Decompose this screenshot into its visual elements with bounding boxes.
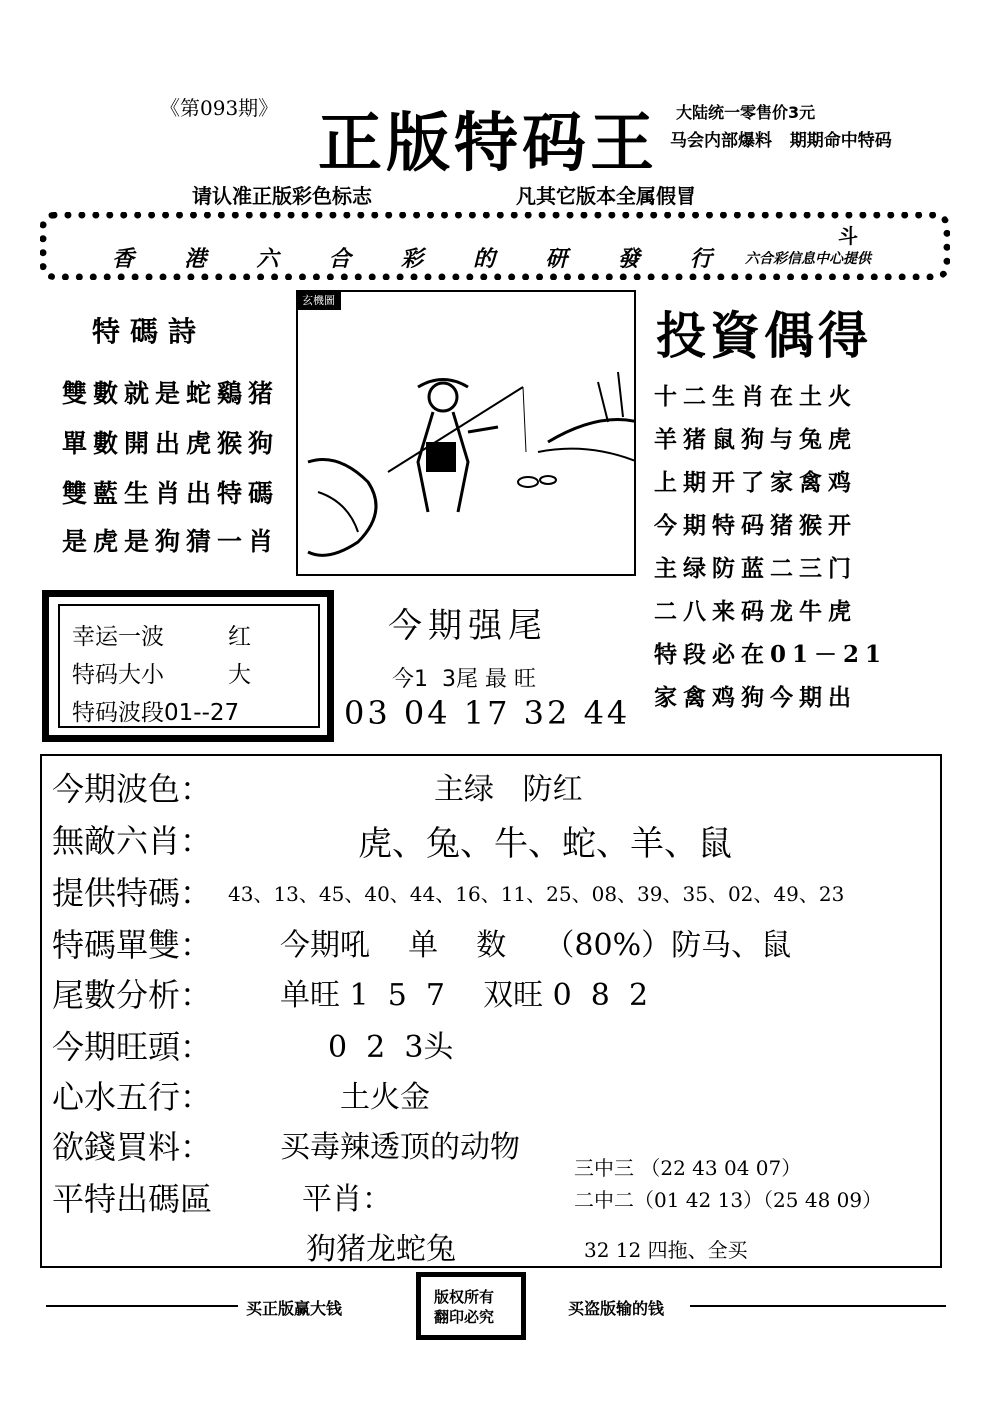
banner-text xyxy=(112,242,712,273)
right-panel-line: 今期特码猪猴开 xyxy=(654,512,857,539)
wave-label: 今期波色： xyxy=(52,770,213,808)
poem-line: 單數開出虎猴狗 xyxy=(62,429,280,458)
poem-line: 雙數就是蛇鷄猪 xyxy=(62,379,280,408)
poem-line: 是虎是狗猜一肖 xyxy=(62,527,280,556)
banner-char: 研 xyxy=(545,246,568,272)
banner-char: 彩 xyxy=(400,246,423,272)
price-line: 大陆统一零售价3元 xyxy=(676,103,816,122)
notice-right: 凡其它版本全属假冒 xyxy=(516,184,696,208)
combo-tip: 32 12 四拖、全买 xyxy=(584,1238,748,1262)
illustration-tag: 玄機圖 xyxy=(296,290,341,310)
poem-title: 特碼詩 xyxy=(92,315,207,348)
right-panel-title: 投資偶得 xyxy=(656,306,872,365)
right-panel-line: 十二生肖在土火 xyxy=(654,383,857,410)
right-panel-line: 特段必在01－21 xyxy=(654,641,888,668)
lucky-wave-label: 幸运一波 xyxy=(72,624,164,650)
footer-rule-left xyxy=(46,1305,238,1307)
banner-char: 六 xyxy=(256,246,279,272)
notice-left: 请认准正版彩色标志 xyxy=(192,184,372,208)
banner-char: 港 xyxy=(184,246,207,272)
banner-char: 香 xyxy=(112,246,135,272)
banner-char: 發 xyxy=(617,246,640,272)
three-in-three: 三中三 （22 43 04 07） xyxy=(574,1156,802,1180)
two-in-two: 二中二（01 42 13）（25 48 09） xyxy=(574,1188,883,1212)
strong-tail-title: 今期强尾 xyxy=(388,606,548,646)
banner-corner-char: 斗 xyxy=(838,224,858,248)
wave-value: 主绿 防红 xyxy=(434,772,583,807)
right-panel-line: 家禽鸡狗今期出 xyxy=(654,684,857,711)
footer-right-slogan: 买盗版输的钱 xyxy=(568,1299,665,1318)
fisherman-illustration xyxy=(298,292,636,576)
footer-left-slogan: 买正版赢大钱 xyxy=(246,1299,343,1318)
strong-tail-sub: 今1 3尾 最 旺 xyxy=(392,667,536,692)
head-value: 0 2 3头 xyxy=(328,1030,454,1065)
hint-illustration xyxy=(296,290,636,576)
right-panel-line: 主绿防蓝二三门 xyxy=(654,555,857,582)
issue-number: 《第093期》 xyxy=(160,96,279,120)
lucky-range: 特码波段01--27 xyxy=(72,700,240,726)
right-panel-line: 上期开了家禽鸡 xyxy=(654,469,857,496)
buy-tip-value: 买毒辣透顶的动物 xyxy=(280,1130,520,1165)
banner-char: 合 xyxy=(328,246,351,272)
slogan-line: 马会内部爆料 期期命中特码 xyxy=(670,131,892,151)
banner-char: 的 xyxy=(473,246,496,272)
odd-even-label: 特碼單雙： xyxy=(52,926,213,964)
banner-char: 行 xyxy=(689,246,712,272)
element-label: 心水五行： xyxy=(52,1078,213,1116)
buy-tip-label: 欲錢買料： xyxy=(52,1128,213,1166)
six-zodiac-value: 虎、兔、牛、蛇、羊、鼠 xyxy=(358,824,732,864)
right-panel-line: 羊猪鼠狗与兔虎 xyxy=(654,426,857,453)
tail-analysis-label: 尾數分析： xyxy=(52,976,213,1014)
flat-zodiac-label: 平肖： xyxy=(302,1182,392,1217)
right-panel-line: 二八来码龙牛虎 xyxy=(654,598,857,625)
lucky-size-value: 大 xyxy=(228,662,251,688)
element-value: 土火金 xyxy=(340,1080,430,1115)
page-title: 正版特码王 xyxy=(318,106,658,181)
lucky-size-label: 特码大小 xyxy=(72,662,164,688)
lucky-wave-value: 红 xyxy=(228,624,251,650)
copyright-line2: 翻印必究 xyxy=(434,1308,495,1326)
six-zodiac-label: 無敵六肖： xyxy=(52,822,213,860)
head-label: 今期旺頭： xyxy=(52,1028,213,1066)
special-code-value: 43、13、45、40、44、16、11、25、08、39、35、02、49、23 xyxy=(228,882,845,906)
poem-line: 雙藍生肖出特碼 xyxy=(62,479,280,508)
tail-analysis-value: 单旺 1 5 7 双旺 0 8 2 xyxy=(280,978,649,1013)
odd-even-value: 今期吼 单 数 （80%）防马、鼠 xyxy=(280,928,792,963)
flat-code-label: 平特出碼區 xyxy=(52,1180,213,1218)
copyright-line1: 版权所有 xyxy=(434,1288,495,1306)
flat-zodiac-value: 狗猪龙蛇兔 xyxy=(306,1232,456,1267)
special-code-label: 提供特碼： xyxy=(52,874,213,912)
strong-tail-numbers: 03 04 17 32 44 xyxy=(344,694,631,732)
footer-rule-right xyxy=(690,1305,946,1307)
banner-provider: 六合彩信息中心提供 xyxy=(745,251,871,267)
